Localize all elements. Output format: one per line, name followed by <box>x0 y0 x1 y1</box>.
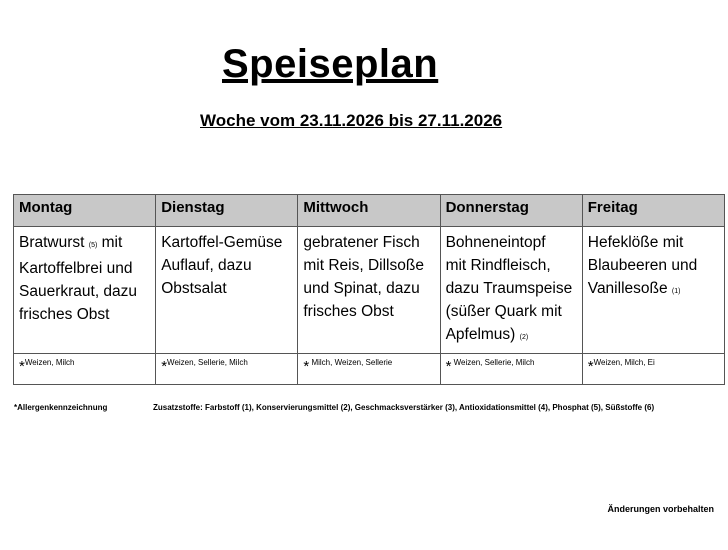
meal-text: Apfelmus) <box>445 326 520 343</box>
meal-line <box>19 280 150 303</box>
allergen-star: * <box>587 358 594 375</box>
changes-note: Änderungen vorbehalten <box>607 504 714 514</box>
meal-row <box>14 227 725 354</box>
meal-text: Hefeklöße mit <box>587 234 684 251</box>
allergen-star: * <box>161 358 168 375</box>
meal-text: mit <box>97 234 123 251</box>
meal-text: und Spinat, dazu <box>303 280 420 297</box>
page-title: Speiseplan <box>222 42 439 86</box>
day-header: Donnerstag <box>440 195 582 227</box>
additive-tag: (1) <box>671 288 681 295</box>
allergen-text: Weizen, Sellerie, Milch <box>453 358 535 367</box>
meal-line <box>161 231 292 254</box>
meal-line <box>446 300 577 323</box>
meal-line <box>303 277 434 300</box>
meal-line <box>161 254 292 277</box>
meal-text: gebratener Fisch <box>303 234 420 251</box>
meal-line <box>588 231 719 254</box>
allergen-cell <box>298 354 440 385</box>
allergen-row <box>14 354 725 385</box>
meal-text: mit Rindfleisch, <box>445 257 551 274</box>
meal-cell <box>440 227 582 354</box>
meal-line <box>161 277 292 300</box>
meal-text: Kartoffelbrei und <box>19 260 133 277</box>
day-header: Freitag <box>582 195 724 227</box>
meal-cell <box>14 227 156 354</box>
meal-text: mit Reis, Dillsoße <box>303 257 424 274</box>
allergen-text: Milch, Weizen, Sellerie <box>311 358 393 367</box>
meal-line <box>303 300 434 323</box>
additive-tag: (2) <box>519 334 529 341</box>
allergen-text: Weizen, Sellerie, Milch <box>167 358 248 367</box>
meal-line <box>303 254 434 277</box>
meal-line <box>588 254 719 277</box>
meal-line <box>588 277 719 303</box>
meal-line <box>446 323 577 349</box>
allergen-cell <box>14 354 156 385</box>
day-header: Dienstag <box>156 195 298 227</box>
meal-text: Bratwurst <box>19 234 89 251</box>
meal-text: Blaubeeren und <box>587 257 698 274</box>
meal-text: (süßer Quark mit <box>445 303 562 320</box>
allergen-note: *Allergenkennzeichnung <box>14 403 108 412</box>
meal-text: frisches Obst <box>19 306 110 323</box>
meal-text: Obstsalat <box>161 280 227 297</box>
meal-text: Auflauf, dazu <box>161 257 252 274</box>
meal-line <box>19 257 150 280</box>
allergen-cell <box>582 354 724 385</box>
meal-text: Vanillesoße <box>587 280 672 297</box>
allergen-star: * <box>19 358 25 375</box>
allergen-star: * <box>445 358 452 375</box>
meal-text: Sauerkraut, dazu <box>19 283 138 300</box>
meal-line <box>19 303 150 326</box>
menu-table <box>13 194 725 385</box>
day-header: Montag <box>14 195 156 227</box>
allergen-text: Weizen, Milch <box>24 358 75 367</box>
additive-tag: (5) <box>88 242 98 249</box>
meal-line <box>19 231 150 257</box>
meal-line <box>446 277 577 300</box>
meal-text: Bohneneintopf <box>445 234 546 251</box>
week-range: Woche vom 23.11.2026 bis 27.11.2026 <box>200 111 503 130</box>
meal-cell <box>298 227 440 354</box>
meal-text: Kartoffel-Gemüse <box>161 234 283 251</box>
meal-cell <box>156 227 298 354</box>
meal-line <box>303 231 434 254</box>
allergen-cell <box>440 354 582 385</box>
allergen-cell <box>156 354 298 385</box>
meal-line <box>446 231 577 254</box>
additives-note: Zusatzstoffe: Farbstoff (1), Konservierungsmittel (2), Geschmacksverstärker (3), Antioxidationsmittel (4), Phosphat (5), Süßstoffe (6) <box>153 403 655 412</box>
day-header: Mittwoch <box>298 195 440 227</box>
day-header-row <box>14 195 725 227</box>
allergen-star: * <box>303 358 310 375</box>
meal-text: dazu Traumspeise <box>445 280 573 297</box>
meal-line <box>446 254 577 277</box>
meal-cell <box>582 227 724 354</box>
meal-text: frisches Obst <box>303 303 394 320</box>
allergen-text: Weizen, Milch, Ei <box>593 358 655 367</box>
